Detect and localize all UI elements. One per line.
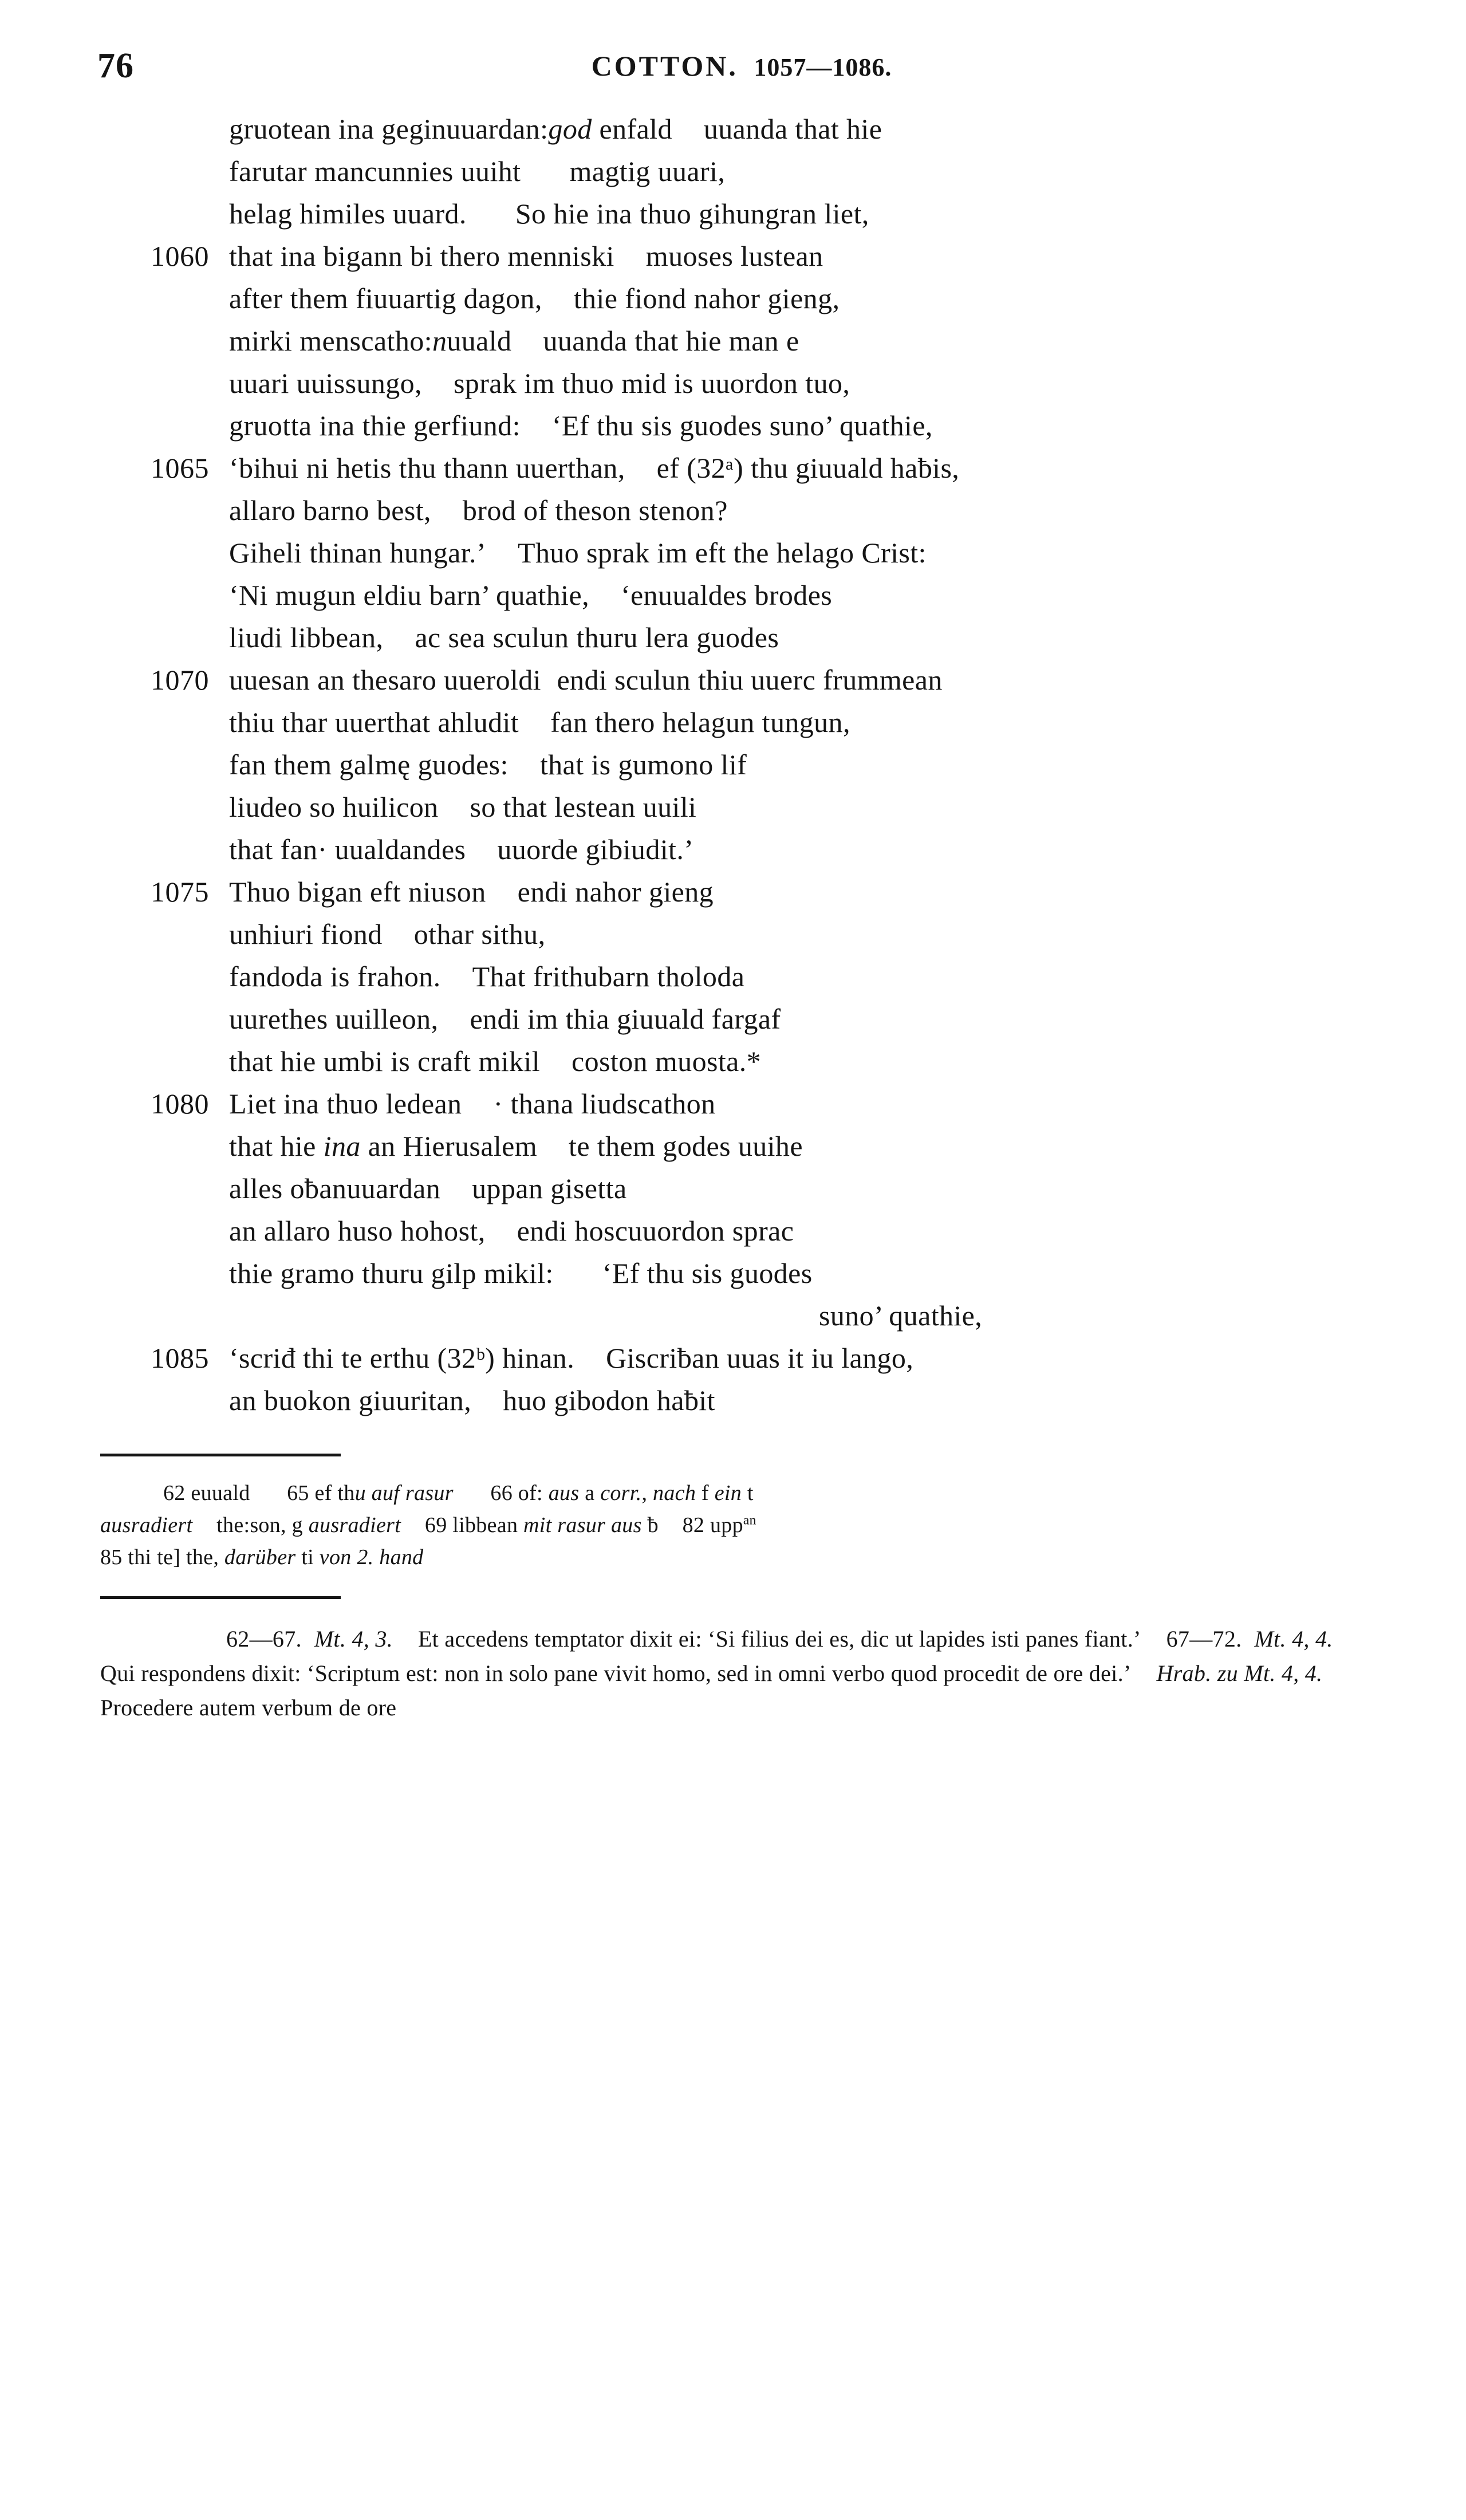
verse-line <box>0 743 1466 786</box>
verse-text-run: liudi libbean, <box>229 621 384 653</box>
verse-text-run: that hie umbi is craft mikil <box>229 1045 541 1077</box>
verse-line-text <box>229 743 747 786</box>
verse-text-run: helag himiles uuard. <box>229 198 467 230</box>
source-text-2: Qui respondens dixit: ‘Scriptum est: non in solo pane vivit homo, sed in omni verbo quod procedit de ore dei.’ <box>100 1660 1132 1686</box>
verse-line-text <box>229 998 781 1040</box>
apparatus-entry-85-note2: von 2. hand <box>319 1545 424 1569</box>
verse-text-run: ‘Ef thu sis guodes suno’ quathie, <box>551 410 933 442</box>
verse-line <box>0 235 1466 277</box>
verse-text-run: fandoda is frahon. <box>229 960 441 993</box>
verse-italic-word: n <box>432 325 447 357</box>
verse-line <box>0 1379 1466 1422</box>
verse-text-run: so that lestean uuili <box>470 791 697 823</box>
verse-text-run: ‘scriđ thi te erthu (32ᵇ) hinan. <box>229 1342 575 1374</box>
apparatus-entry-82: 82 upp <box>682 1513 743 1537</box>
verse-text-run: thie gramo thuru gilp mikil: <box>229 1257 554 1289</box>
variant-apparatus <box>100 1477 1366 1573</box>
verse-text-run: uurethes uuilleon, <box>229 1003 439 1035</box>
folio-number: 76 <box>97 46 134 85</box>
apparatus-entry-69-note: mit rasur aus <box>523 1513 642 1537</box>
verse-line <box>0 828 1466 871</box>
verse-text-run: uuesan an thesaro uueroldi <box>229 664 541 696</box>
verse-line-text <box>229 277 840 320</box>
verse-text-run: ‘enuualdes brodes <box>620 579 833 611</box>
verse-text-run: endi nahor gieng <box>517 876 714 908</box>
verse-line <box>0 871 1466 913</box>
verse-text-run: fan them galmę guodes: <box>229 749 509 781</box>
verse-text-run: uuanda that hie <box>703 113 882 145</box>
source-text-1: Et accedens temptator dixit ei: ‘Si filius dei es, dic ut lapides isti panes fiant.’ <box>417 1626 1141 1652</box>
verse-line <box>0 1210 1466 1252</box>
verse-text-run: endi sculun thiu uuerc frummean <box>557 664 943 696</box>
running-head-work: COTTON. <box>591 50 738 82</box>
verse-line-text <box>229 404 933 447</box>
verse-line-text <box>229 1125 803 1167</box>
verse-line <box>0 786 1466 828</box>
verse-text-run: brod of theson stenon? <box>462 494 728 526</box>
verse-text-run: unhiuri fiond <box>229 918 383 950</box>
apparatus-entry-66-text3: f <box>696 1481 715 1505</box>
verse-text-run: huo gibodon haƀit <box>503 1384 715 1416</box>
verse-text-run: that ina bigann bi thero menniski <box>229 240 614 272</box>
verse-line-text <box>229 574 832 616</box>
apparatus-entry-66-note4: ein <box>714 1481 742 1505</box>
source-cite-3: Hrab. zu Mt. 4, 4. <box>1156 1660 1323 1686</box>
verse-text-run: liudeo so huilicon <box>229 791 439 823</box>
apparatus-entry-65-lemma: 65 ef th <box>287 1481 355 1505</box>
apparatus-entry-66-text2: , <box>641 1481 653 1505</box>
verse-line-text <box>229 913 545 955</box>
verse-line-text <box>229 828 693 871</box>
source-cite-1: Mt. 4, 3. <box>314 1626 393 1652</box>
verse-line <box>0 955 1466 998</box>
apparatus-entry-85-note1: darüber <box>224 1545 296 1569</box>
verse-text-run: an allaro huso hohost, <box>229 1215 486 1247</box>
verse-line-text <box>229 659 943 701</box>
verse-text-run: endi im thia giuuald fargaf <box>470 1003 781 1035</box>
verse-line <box>0 1040 1466 1082</box>
verse-line-number: 1085 <box>151 1342 209 1374</box>
verse-text-run: farutar mancunnies uuiht <box>229 155 521 187</box>
verse-line <box>0 108 1466 150</box>
apparatus-entry-66-note2: corr. <box>600 1481 642 1505</box>
running-head <box>0 0 1466 92</box>
verse-line-number: 1060 <box>151 240 209 272</box>
verse-text-run: ef (32ᵃ) thu giuuald haƀis, <box>656 452 960 484</box>
apparatus-entry-85-text: ti <box>295 1545 320 1569</box>
verse-line-number: 1080 <box>151 1088 209 1120</box>
verse-line <box>0 150 1466 192</box>
verse-block <box>0 108 1466 1422</box>
apparatus-entry-66-note3: nach <box>653 1481 696 1505</box>
verse-text-run: after them fiuuartig dagon, <box>229 282 542 314</box>
running-head-title <box>0 49 1466 82</box>
verse-line-text <box>229 320 799 362</box>
apparatus-entry-66-text4: t <box>742 1481 754 1505</box>
verse-text-run: That frithubarn tholoda <box>472 960 745 993</box>
verse-line-text <box>229 1082 716 1125</box>
verse-text-run: muoses lustean <box>645 240 823 272</box>
verse-text-run: magtig uuari, <box>569 155 726 187</box>
apparatus-entry-85-lemma: 85 thi te] the, <box>100 1545 224 1569</box>
verse-line-text <box>229 447 959 489</box>
verse-text-run: Giheli thinan hungar.’ <box>229 537 486 569</box>
running-head-range: 1057—1086. <box>754 53 892 81</box>
verse-text-run: uuanda that hie man e <box>543 325 799 357</box>
verse-text-run: an Hierusalem <box>360 1130 538 1162</box>
verse-line <box>0 659 1466 701</box>
verse-line-text <box>229 150 725 192</box>
verse-line-text <box>229 1210 794 1252</box>
verse-text-run: · thana liudscathon <box>493 1088 716 1120</box>
verse-line-text <box>229 616 779 659</box>
verse-text-run: coston muosta.* <box>572 1045 762 1077</box>
apparatus-entry-69-char: ƀ <box>641 1513 659 1537</box>
verse-text-run: ‘Ni mugun eldiu barn’ quathie, <box>229 579 589 611</box>
source-text-3: Procedere autem verbum de ore <box>100 1695 397 1720</box>
verse-text-run: that hie <box>229 1130 324 1162</box>
verse-text-run: Thuo bigan eft niuson <box>229 876 486 908</box>
apparatus-line-1 <box>100 1477 1366 1509</box>
verse-text-run: uuorde gibiudit.’ <box>497 833 694 865</box>
apparatus-note-ausradiert-2: ausradiert <box>308 1513 401 1537</box>
verse-text-run: endi hoscuuordon sprac <box>517 1215 794 1247</box>
verse-text-run: uuald <box>447 325 512 357</box>
verse-text-run: gruotean ina geginuuardan: <box>229 113 549 145</box>
verse-text-run: an buokon giuuritan, <box>229 1384 472 1416</box>
sources-divider-rule <box>100 1596 341 1599</box>
apparatus-line-2 <box>100 1509 1366 1541</box>
apparatus-entry-66-text1: a <box>579 1481 601 1505</box>
apparatus-entry-theson: the:son, g <box>216 1513 309 1537</box>
verse-text-run: ac sea sculun thuru lera guodes <box>415 621 779 653</box>
verse-line <box>0 574 1466 616</box>
verse-line-text <box>229 192 869 235</box>
verse-line <box>0 277 1466 320</box>
source-ref-2: 67—72. <box>1166 1626 1242 1652</box>
verse-text-run: thiu thar uuerthat ahludit <box>229 706 519 738</box>
apparatus-entry-69-lemma: 69 libbean <box>424 1513 524 1537</box>
apparatus-entry-82-superscript: an <box>743 1513 756 1528</box>
verse-italic-word: ina <box>323 1130 361 1162</box>
verse-line <box>0 192 1466 235</box>
verse-text-run: suno’ quathie, <box>819 1300 983 1332</box>
apparatus-line-3 <box>100 1541 1366 1573</box>
verse-line-number: 1070 <box>151 664 209 696</box>
verse-line-number: 1075 <box>151 876 209 908</box>
verse-line <box>0 1252 1466 1294</box>
verse-line <box>0 320 1466 362</box>
source-citations <box>100 1622 1366 1725</box>
verse-line <box>0 701 1466 743</box>
verse-line-text <box>229 1252 813 1294</box>
verse-line <box>0 1167 1466 1210</box>
verse-line-text <box>819 1294 982 1337</box>
apparatus-entry-62: 62 euuald <box>163 1481 250 1505</box>
verse-text-run: thie fiond nahor gieng, <box>573 282 840 314</box>
verse-line <box>0 447 1466 489</box>
verse-line <box>0 998 1466 1040</box>
verse-line-text <box>229 786 696 828</box>
verse-line-text <box>229 235 823 277</box>
verse-line-text <box>229 871 714 913</box>
verse-text-run: Liet ina thuo ledean <box>229 1088 462 1120</box>
verse-line-text <box>229 955 744 998</box>
verse-line <box>0 1125 1466 1167</box>
verse-line <box>0 1082 1466 1125</box>
verse-text-run: allaro barno best, <box>229 494 431 526</box>
verse-line <box>0 362 1466 404</box>
verse-line-number: 1065 <box>151 452 209 484</box>
verse-text-run: uppan gisetta <box>472 1172 627 1204</box>
verse-text-run: othar sithu, <box>413 918 546 950</box>
verse-text-run: Giscriƀan uuas it iu lango, <box>606 1342 914 1374</box>
verse-text-run: uuari uuissungo, <box>229 367 422 399</box>
verse-line-text <box>229 1379 715 1422</box>
verse-text-run: ‘Ef thu sis guodes <box>602 1257 813 1289</box>
verse-line <box>0 616 1466 659</box>
verse-line-text <box>229 701 850 743</box>
verse-text-run: that fan· uualdandes <box>229 833 466 865</box>
apparatus-entry-65-note: u auf rasur <box>354 1481 454 1505</box>
verse-line-text <box>229 362 850 404</box>
verse-text-run: enfald <box>592 113 672 145</box>
verse-line-text <box>229 489 728 531</box>
verse-line <box>0 1337 1466 1379</box>
source-cite-2: Mt. 4, 4. <box>1254 1626 1333 1652</box>
verse-text-run: mirki menscatho: <box>229 325 432 357</box>
verse-line <box>0 1294 1466 1337</box>
verse-text-run: ‘bihui ni hetis thu thann uuerthan, <box>229 452 625 484</box>
verse-line-text <box>229 1040 761 1082</box>
verse-line <box>0 913 1466 955</box>
verse-text-run: So hie ina thuo gihungran liet, <box>515 198 869 230</box>
verse-text-run: te them godes uuihe <box>569 1130 803 1162</box>
verse-line-text <box>229 108 882 150</box>
verse-line <box>0 489 1466 531</box>
verse-line <box>0 404 1466 447</box>
verse-text-run: sprak im thuo mid is uuordon tuo, <box>453 367 850 399</box>
verse-line-text <box>229 1167 627 1210</box>
apparatus-entry-66-lemma: 66 of: <box>490 1481 549 1505</box>
verse-line-text <box>229 1337 913 1379</box>
apparatus-entry-66-note1: aus <box>548 1481 580 1505</box>
verse-text-run: fan thero helagun tungun, <box>550 706 850 738</box>
verse-line-text <box>229 531 927 574</box>
verse-line <box>0 531 1466 574</box>
verse-text-run: gruotta ina thie gerfiund: <box>229 410 521 442</box>
verse-text-run: alles oƀanuuardan <box>229 1172 441 1204</box>
verse-text-run: that is gumono lif <box>539 749 747 781</box>
verse-italic-word: god <box>548 113 592 145</box>
apparatus-divider-rule <box>100 1454 341 1456</box>
source-ref-1: 62—67. <box>226 1626 302 1652</box>
verse-text-run: Thuo sprak im eft the helago Crist: <box>518 537 927 569</box>
apparatus-note-ausradiert-1: ausradiert <box>100 1513 193 1537</box>
